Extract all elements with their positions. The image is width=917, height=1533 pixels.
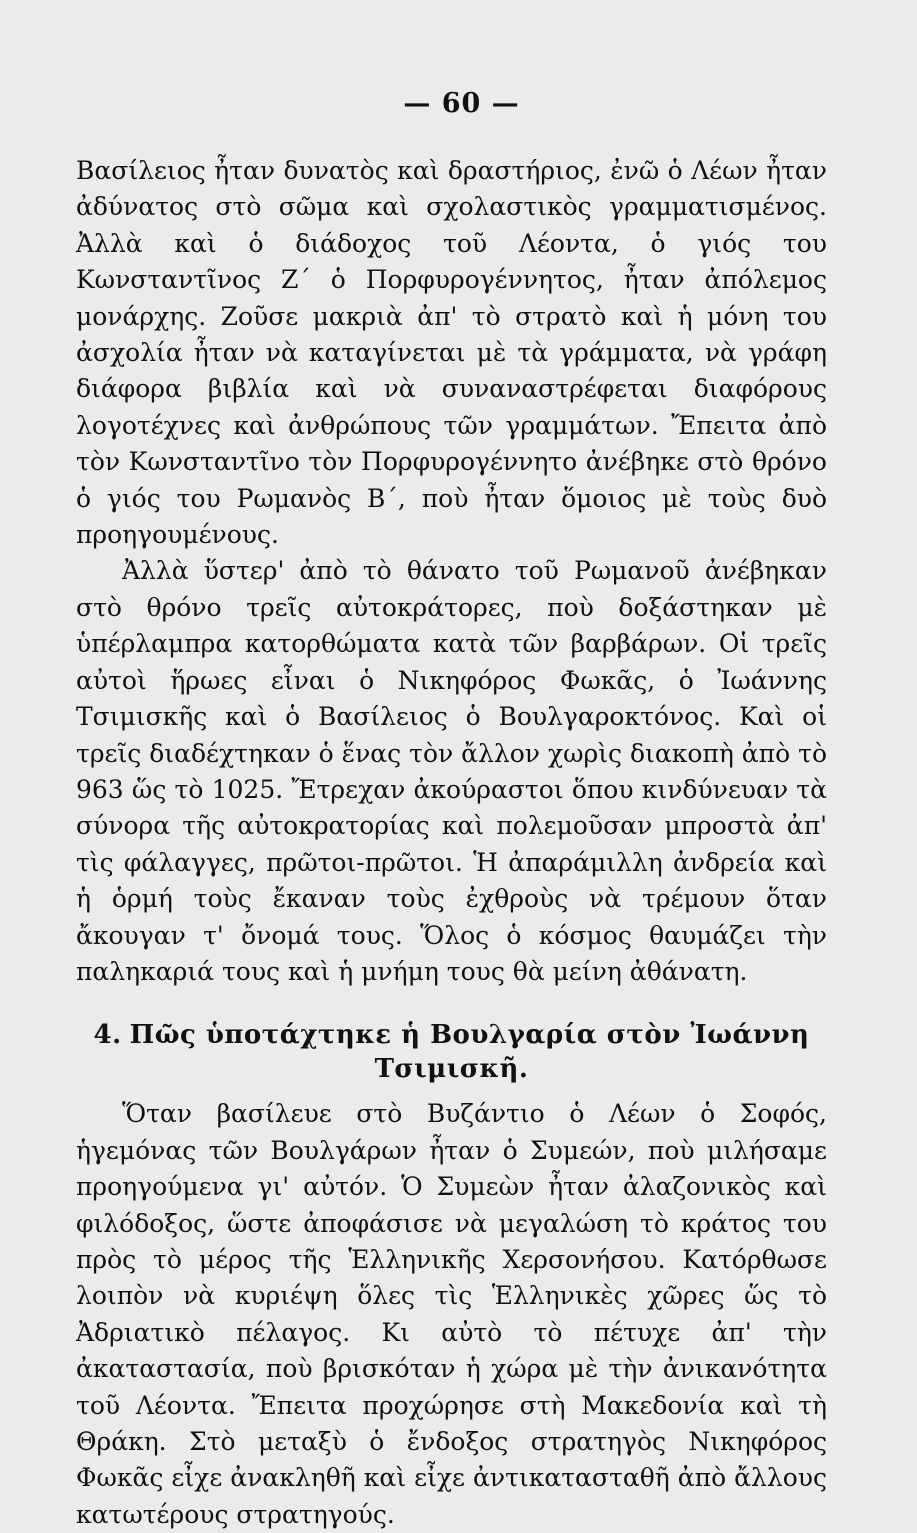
section-title: Πῶς ὑποτάχτηκε ἡ Βουλγαρία στὸν Ἰωάννη Τσιμισκῆ. (129, 1020, 810, 1085)
paragraph-2: Ἀλλὰ ὕστερ' ἀπὸ τὸ θάνατο τοῦ Ρωμανοῦ ἀνέβηκαν στὸ θρόνο τρεῖς αὐτοκράτορες, ποὺ δοξάστηκαν μὲ ὑπέρλαμπρα κατορθώματα κατὰ τῶν βαρβάρων. Οἱ τρεῖς αὐτοὶ ἥρωες εἶναι ὁ Νικηφόρος Φωκᾶς, ὁ Ἰωάννης Τσιμισκῆς καὶ ὁ Βασίλειος ὁ Βουλγαροκτόνος. Καὶ οἱ τρεῖς διαδέχτηκαν ὁ ἕνας τὸν ἄλλον χωρὶς διακοπὴ ἀπὸ τὸ 963 ὥς τὸ 1025. Ἔτρεχαν ἀκούραστοι ὅπου κινδύνευαν τὰ σύνορα τῆς αὐτοκρατορίας καὶ πολεμοῦσαν μπροστὰ ἀπ' τὶς φάλαγγες, πρῶτοι-πρῶτοι. Ἡ ἀπαράμιλλη ἀνδρεία καὶ ἡ ὁρμή τοὺς ἔκαναν τοὺς ἐχθροὺς νὰ τρέμουν ὅταν ἄκουγαν τ' ὄνομά τους. Ὅλος ὁ κόσμος θαυμάζει τὴν παληκαριά τους καὶ ἡ μνήμη τους θὰ μείνη ἀθάνατη. (76, 556, 827, 986)
page-number: — 60 — (403, 88, 520, 119)
section-paragraph: Ὅταν βασίλευε στὸ Βυζάντιο ὁ Λέων ὁ Σοφός, ἡγεμόνας τῶν Βουλγάρων ἦταν ὁ Συμεών, ποὺ μιλήσαμε προηγούμενα γι' αὐτόν. Ὁ Συμεὼν ἦταν ἀλαζονικὸς καὶ φιλόδοξος, ὥστε ἀποφάσισε νὰ μεγαλώση τὸ κράτος του πρὸς τὸ μέρος τῆς Ἑλληνικῆς Χερσονήσου. Κατόρθωσε λοιπὸν νὰ κυριέψη ὅλες τὶς Ἑλληνικὲς χῶρες ὥς τὸ Ἀδριατικὸ πέλαγος. Κι αὐτὸ τὸ πέτυχε ἀπ' τὴν ἀκαταστασία, ποὺ βρισκόταν ἡ χώρα μὲ τὴν ἀνικανότητα τοῦ Λέοντα. Ἔπειτα προχώρησε στὴ Μακεδονία καὶ τὴ Θράκη. Στὸ μεταξὺ ὁ ἔνδοξος στρατηγὸς Νικηφόρος Φωκᾶς εἶχε ἀνακληθῆ καὶ εἶχε ἀντικατασταθῆ ἀπὸ ἄλλους κατωτέρους στρατηγούς. (76, 1099, 827, 1529)
section-number: 4. (93, 1020, 122, 1051)
paragraph-1: Βασίλειος ἦταν δυνατὸς καὶ δραστήριος, ἐνῶ ὁ Λέων ἦταν ἀδύνατος στὸ σῶμα καὶ σχολαστικὸς γραμματισμένος. Ἀλλὰ καὶ ὁ διάδοχος τοῦ Λέοντα, ὁ γιός του Κωνσταντῖνος Ζ΄ ὁ Πορφυρογέννητος, ἦταν ἀπόλεμος μονάρχης. Ζοῦσε μακριὰ ἀπ' τὸ στρατὸ καὶ ἡ μόνη του ἀσχολία ἦταν νὰ καταγίνεται μὲ τὰ γράμματα, νὰ γράφη διάφορα βιβλία καὶ νὰ συναναστρέφεται διαφόρους λογοτέχνες καὶ ἀνθρώπους τῶν γραμμάτων. Ἔπειτα ἀπὸ τὸν Κωνσταντῖνο τὸν Πορφυρογέννητο ἀνέβηκε στὸ θρόνο ὁ γιός του Ρωμανὸς Β΄, ποὺ ἦταν ὅμοιος μὲ τοὺς δυὸ προηγουμένους. (76, 156, 827, 550)
section-heading (76, 1018, 827, 1086)
